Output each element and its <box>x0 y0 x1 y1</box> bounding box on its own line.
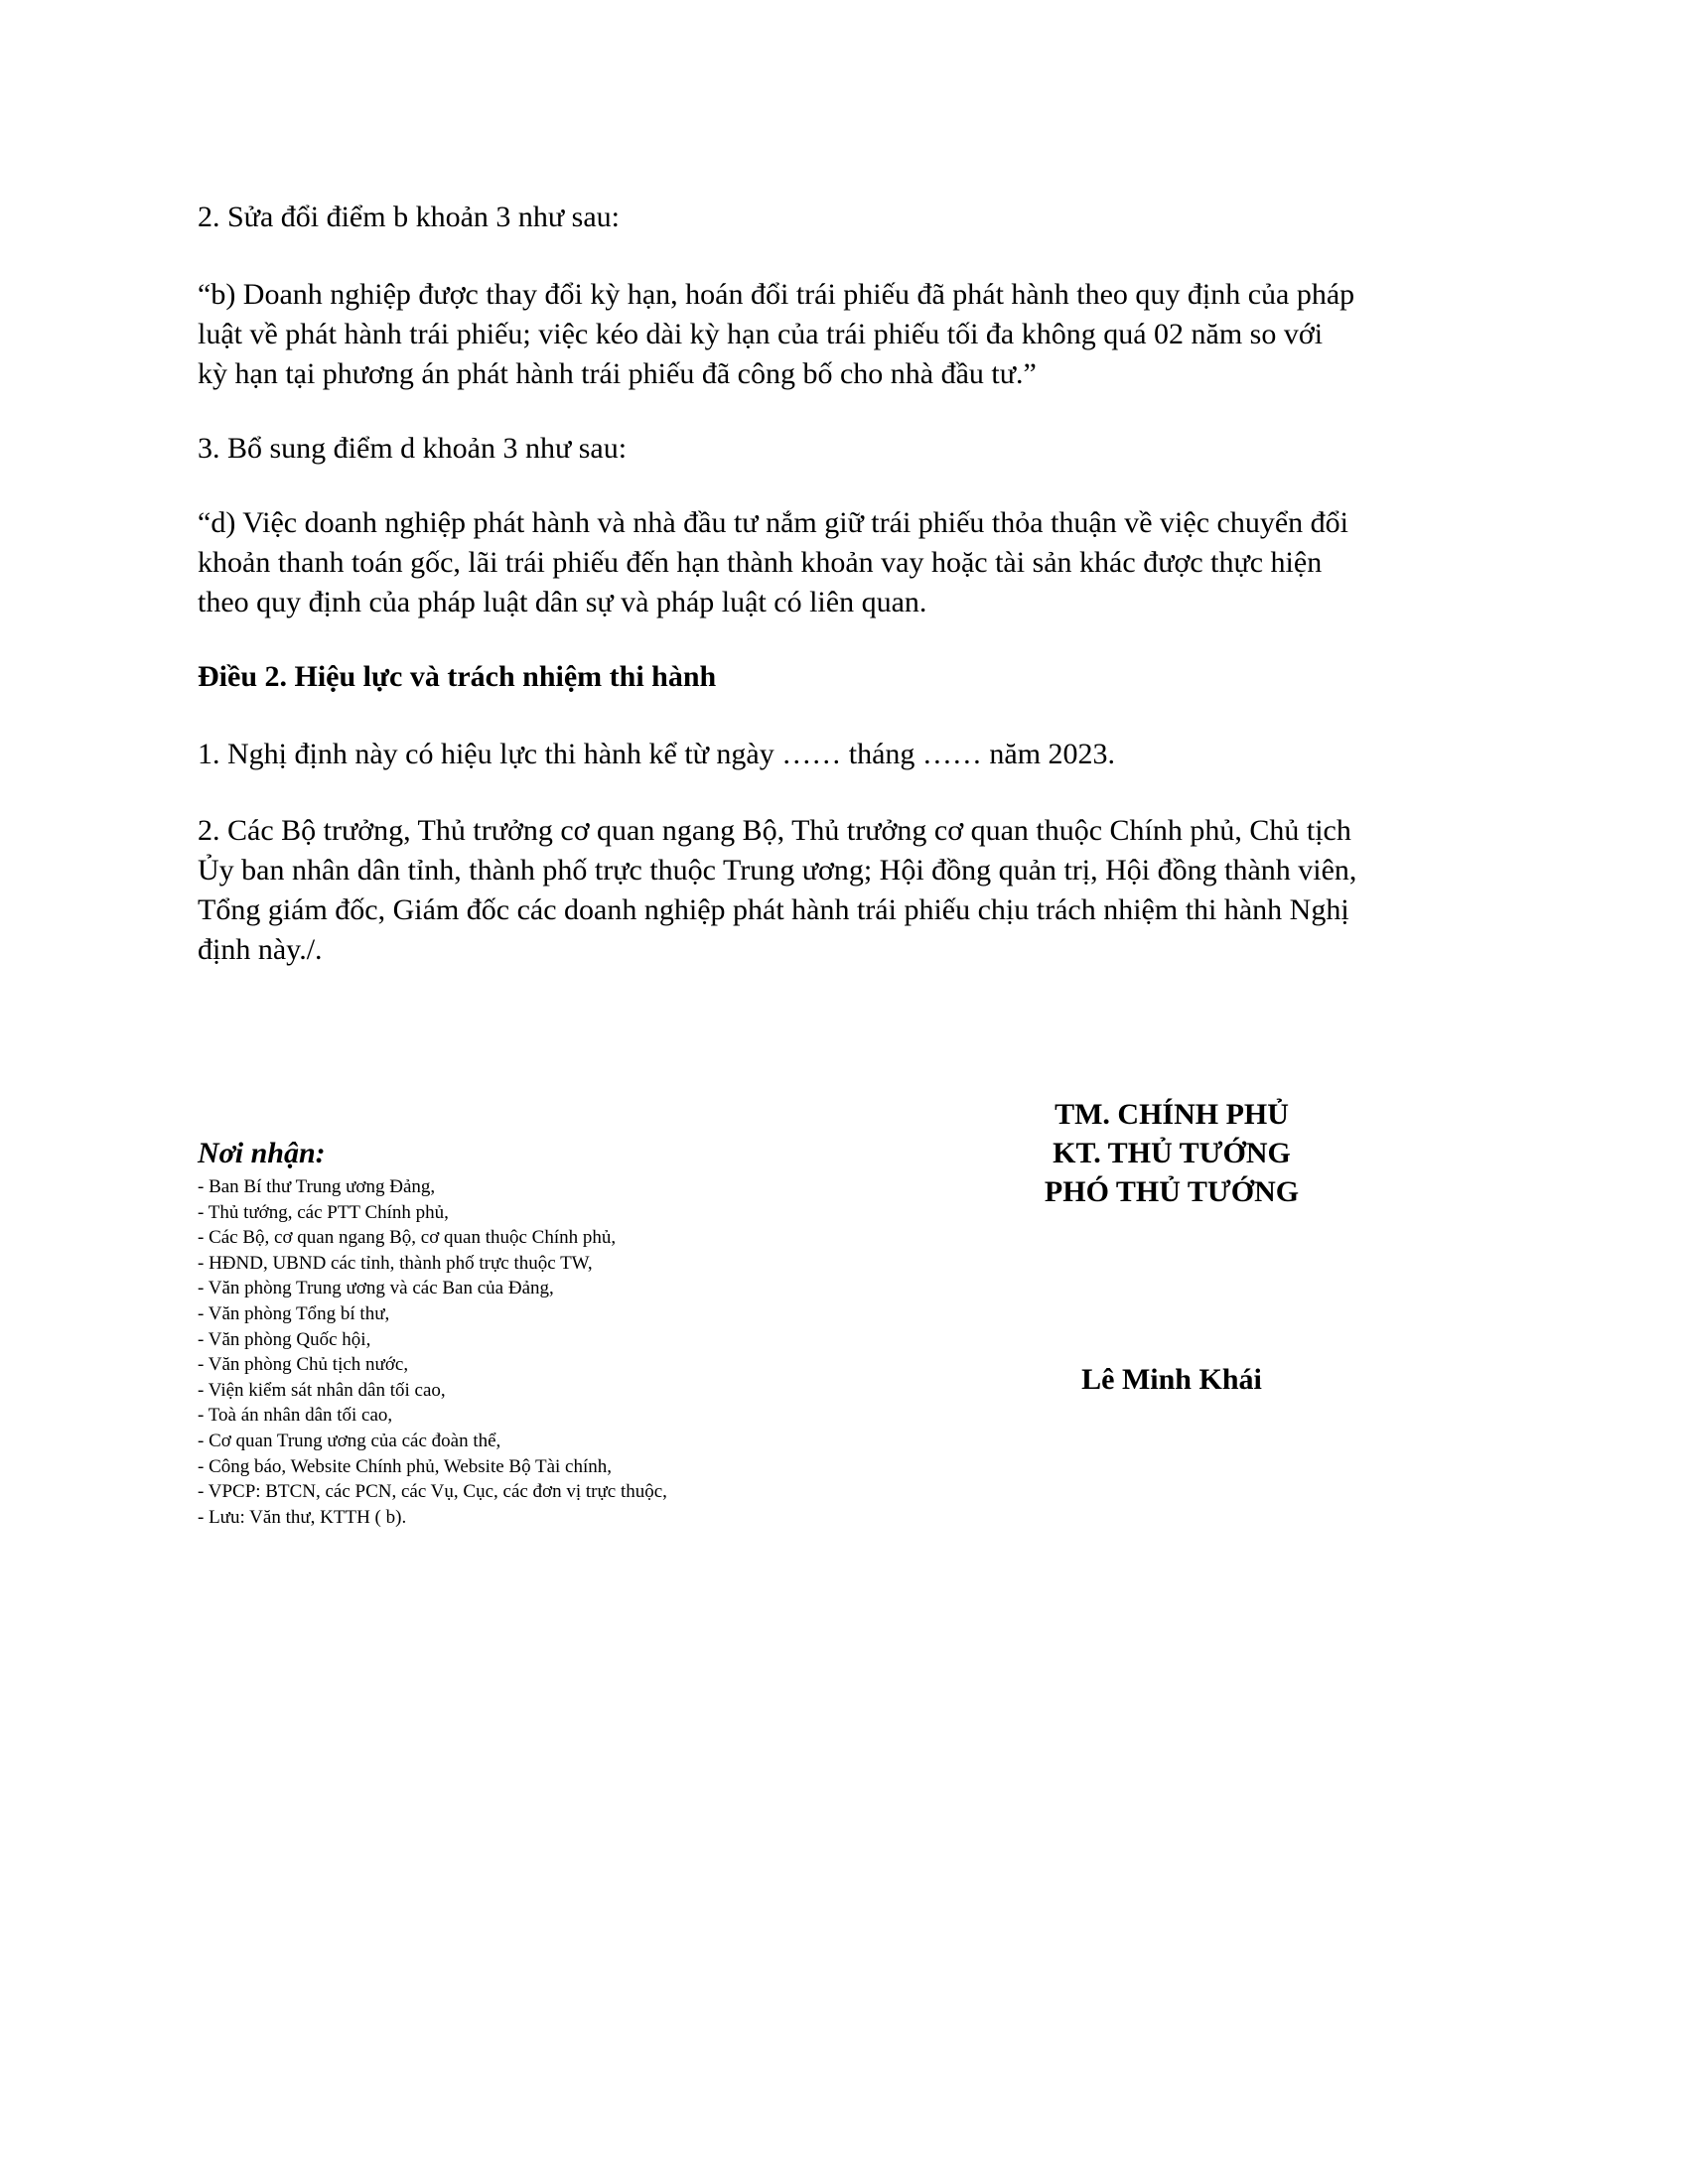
article2-item2-line: 2. Các Bộ trưởng, Thủ trưởng cơ quan ngang Bộ, Thủ trưởng cơ quan thuộc Chính phủ, Chủ tịch <box>198 814 1351 847</box>
recipient-item: - Văn phòng Chủ tịch nước, <box>198 1354 409 1376</box>
recipient-list <box>198 1174 793 1530</box>
item3-quote-line: “d) Việc doanh nghiệp phát hành và nhà đầu tư nắm giữ trái phiếu thỏa thuận về việc chuyển đổi <box>198 506 1348 539</box>
signature-line: TM. CHÍNH PHỦ <box>1055 1098 1289 1131</box>
article2-item2-line: Tổng giám đốc, Giám đốc các doanh nghiệp phát hành trái phiếu chịu trách nhiệm thi hành Nghị <box>198 893 1349 926</box>
recipient-item: - Toà án nhân dân tối cao, <box>198 1405 393 1427</box>
recipients-block <box>198 1137 793 1530</box>
article2-item2 <box>198 811 1488 970</box>
recipient-item: - Lưu: Văn thư, KTTH ( b). <box>198 1506 407 1528</box>
article2-item1-text: 1. Nghị định này có hiệu lực thi hành kể từ ngày …… tháng …… năm 2023. <box>198 738 1116 770</box>
recipient-item: - Thủ tướng, các PTT Chính phủ, <box>198 1201 449 1223</box>
article2-item2-line: Ủy ban nhân dân tỉnh, thành phố trực thuộc Trung ương; Hội đồng quản trị, Hội đồng thành viên, <box>198 854 1357 887</box>
recipient-item: - HĐND, UBND các tỉnh, thành phố trực thuộc TW, <box>198 1252 593 1274</box>
recipient-item: - Văn phòng Tổng bí thư, <box>198 1302 390 1324</box>
article2-item2-line: định này./. <box>198 933 323 966</box>
item2-quote-line: “b) Doanh nghiệp được thay đổi kỳ hạn, hoán đổi trái phiếu đã phát hành theo quy định của pháp <box>198 278 1355 311</box>
item2-heading <box>198 198 1488 237</box>
item3-heading-text: 3. Bổ sung điểm d khoản 3 như sau: <box>198 432 628 465</box>
recipient-item: - Công báo, Website Chính phủ, Website Bộ Tài chính, <box>198 1455 613 1477</box>
signature-line: PHÓ THỦ TƯỚNG <box>1044 1175 1300 1208</box>
recipient-item: - Ban Bí thư Trung ương Đảng, <box>198 1176 436 1197</box>
article2-title <box>198 657 1488 697</box>
item2-quote-line: luật về phát hành trái phiếu; việc kéo dài kỳ hạn của trái phiếu tối đa không quá 02 năm so với <box>198 318 1324 350</box>
recipient-item: - Viện kiểm sát nhân dân tối cao, <box>198 1379 446 1401</box>
item3-quote-line: theo quy định của pháp luật dân sự và pháp luật có liên quan. <box>198 586 927 618</box>
item3-quote-line: khoản thanh toán gốc, lãi trái phiếu đến hạn thành khoản vay hoặc tài sản khác được thực hiện <box>198 546 1323 579</box>
item3-heading <box>198 429 1488 469</box>
item2-quote-line: kỳ hạn tại phương án phát hành trái phiếu đã công bố cho nhà đầu tư.” <box>198 357 1037 390</box>
item2-quote <box>198 275 1488 394</box>
item3-quote <box>198 503 1488 622</box>
article2-item1 <box>198 735 1488 774</box>
signature-line: KT. THỦ TƯỚNG <box>1053 1137 1291 1169</box>
article2-title-text: Điều 2. Hiệu lực và trách nhiệm thi hành <box>198 660 717 693</box>
recipient-item: - Cơ quan Trung ương của các đoàn thể, <box>198 1430 501 1451</box>
recipients-title: Nơi nhận: <box>198 1137 326 1169</box>
recipient-item: - VPCP: BTCN, các PCN, các Vụ, Cục, các đơn vị trực thuộc, <box>198 1481 667 1503</box>
recipient-item: - Các Bộ, cơ quan ngang Bộ, cơ quan thuộc Chính phủ, <box>198 1227 617 1249</box>
item2-heading-text: 2. Sửa đổi điểm b khoản 3 như sau: <box>198 201 620 233</box>
signer-name: Lê Minh Khái <box>1081 1363 1262 1396</box>
signature-block <box>874 1095 1470 1211</box>
recipient-item: - Văn phòng Quốc hội, <box>198 1328 371 1350</box>
recipient-item: - Văn phòng Trung ương và các Ban của Đảng, <box>198 1278 554 1299</box>
